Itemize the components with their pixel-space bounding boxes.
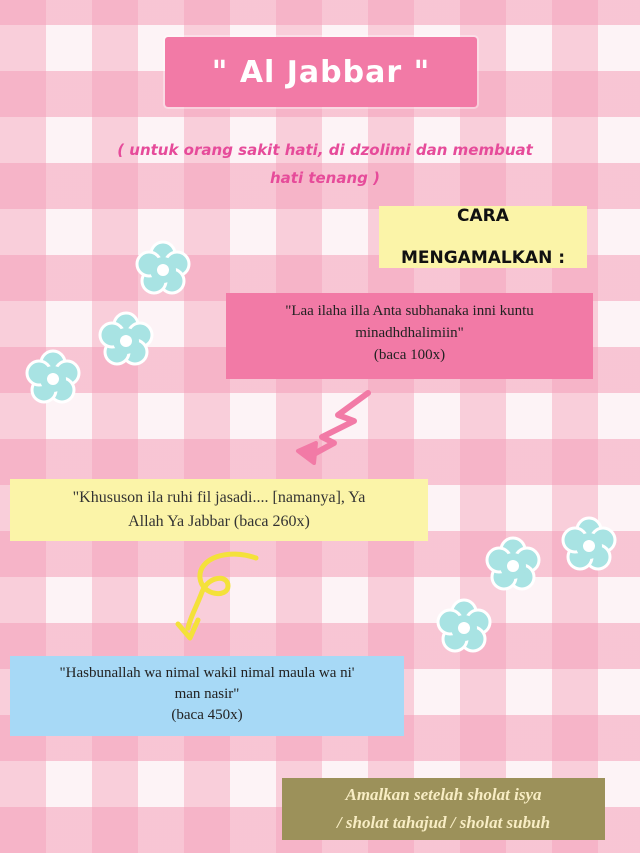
flower-icon [16, 345, 90, 409]
amalan-text: "Hasbunallah wa nimal wakil nimal maula wa ni' [59, 665, 355, 681]
amalan-text: minadhdhalimiin" [355, 325, 464, 341]
subtitle-line: ( untuk orang sakit hati, di dzolimi dan membuat [117, 141, 533, 159]
amalan-text: "Khususon ila ruhi fil jasadi.... [namanya], Ya [72, 489, 366, 506]
flower-icon [477, 533, 549, 595]
flower-icon [128, 238, 198, 298]
flower-icon [428, 595, 500, 657]
footer-line: Amalkan setelah sholat isya [345, 785, 542, 804]
amalan-text: Allah Ya Jabbar (baca 260x) [128, 513, 310, 530]
cara-line: CARA [457, 205, 509, 226]
page-title: " Al Jabbar " [211, 54, 431, 90]
amalan-count: (baca 100x) [373, 347, 446, 363]
zigzag-arrow-icon [290, 385, 380, 467]
amalan-text: man nasir" [174, 686, 240, 702]
flower-icon [553, 513, 625, 575]
amalan-card-1 [226, 293, 593, 379]
footer-note [282, 778, 605, 840]
amalan-text: "Laa ilaha illa Anta subhanaka inni kuntu [285, 303, 534, 319]
footer-line: / sholat tahajud / sholat subuh [336, 813, 551, 832]
cara-heading [379, 206, 587, 268]
title-banner [165, 37, 477, 107]
amalan-card-3 [10, 656, 404, 736]
curly-arrow-icon [168, 548, 268, 642]
subtitle-line: hati tenang ) [270, 169, 380, 187]
cara-line: MENGAMALKAN : [400, 247, 566, 268]
amalan-card-2 [10, 479, 428, 541]
amalan-count: (baca 450x) [171, 707, 243, 723]
flower-icon [90, 308, 162, 370]
